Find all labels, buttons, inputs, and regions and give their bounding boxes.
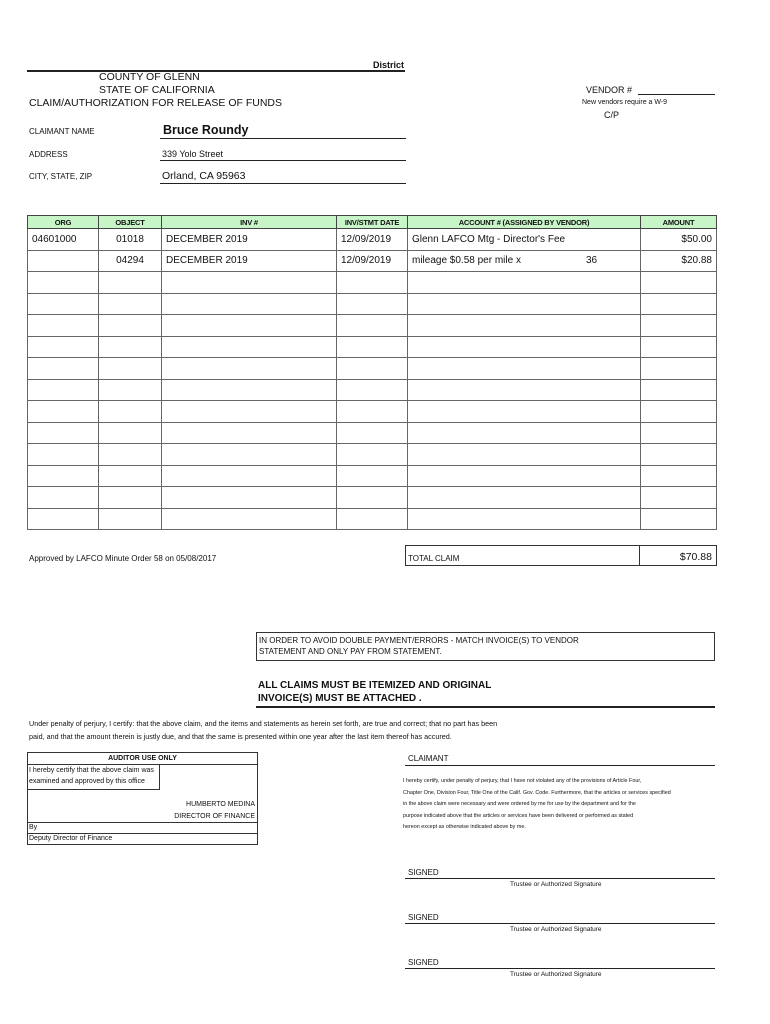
- cell-amount[interactable]: [641, 358, 717, 380]
- auditor-deputy-rule: [28, 833, 257, 834]
- cell-object[interactable]: [99, 272, 162, 294]
- claimant-cert-title: CLAIMANT: [408, 754, 449, 763]
- itemized-line-2: INVOICE(S) MUST BE ATTACHED .: [258, 693, 422, 704]
- cell-object[interactable]: [99, 358, 162, 380]
- address-label: ADDRESS: [29, 150, 68, 159]
- cell-account[interactable]: [408, 250, 641, 272]
- cell-org[interactable]: [28, 422, 99, 444]
- signature-line[interactable]: [405, 923, 715, 924]
- cell-date[interactable]: [337, 401, 408, 423]
- table-row-empty[interactable]: [28, 422, 717, 444]
- cell-amount[interactable]: [641, 401, 717, 423]
- claimant-name-label: CLAIMANT NAME: [29, 127, 95, 136]
- vendor-code: C/P: [604, 110, 620, 120]
- auditor-by[interactable]: By: [29, 824, 38, 831]
- table-row-empty[interactable]: [28, 487, 717, 509]
- notice-line-1: IN ORDER TO AVOID DOUBLE PAYMENT/ERRORS - MATCH INVOICE(S) TO VENDOR: [259, 636, 579, 645]
- cell-amount[interactable]: [641, 444, 717, 466]
- cell-inv[interactable]: [162, 465, 337, 487]
- cell-org[interactable]: [28, 315, 99, 337]
- cell-amount[interactable]: [641, 379, 717, 401]
- address-field[interactable]: [160, 160, 406, 161]
- cell-account[interactable]: [408, 358, 641, 380]
- table-row-empty[interactable]: [28, 358, 717, 380]
- cell-date[interactable]: [337, 487, 408, 509]
- cell-org[interactable]: [28, 336, 99, 358]
- signed-label: SIGNED: [408, 913, 439, 922]
- signed-label: SIGNED: [408, 868, 439, 877]
- cell-object[interactable]: [99, 379, 162, 401]
- claim-items-table: [27, 215, 717, 530]
- cell-date[interactable]: 12/09/2019: [337, 250, 408, 272]
- claimant-cert-rule: [405, 765, 715, 766]
- col-inv: INV #: [162, 216, 337, 229]
- cell-object[interactable]: 04294: [99, 250, 162, 272]
- cell-object[interactable]: [99, 465, 162, 487]
- cell-inv[interactable]: [162, 358, 337, 380]
- city-field[interactable]: [160, 183, 406, 184]
- table-row[interactable]: [28, 229, 717, 251]
- total-value: $70.88: [679, 551, 712, 563]
- auditor-deputy: Deputy Director of Finance: [29, 835, 113, 842]
- auditor-cert-2: examined and approved by this office: [29, 778, 145, 785]
- cell-inv[interactable]: DECEMBER 2019: [162, 250, 337, 272]
- col-amount: AMOUNT: [641, 216, 717, 229]
- notice-line-2: STATEMENT AND ONLY PAY FROM STATEMENT.: [259, 647, 442, 656]
- auditor-title: AUDITOR USE ONLY: [28, 753, 257, 765]
- cell-amount[interactable]: [641, 422, 717, 444]
- claimant-cert-2: Chapter One, Division Four, Title One of the Calif. Gov. Code. Furthermore, that the articles or services specified: [403, 790, 671, 796]
- account-text: mileage $0.58 per mile x: [412, 255, 521, 267]
- cell-amount[interactable]: [641, 465, 717, 487]
- cell-org[interactable]: [28, 272, 99, 294]
- cell-account[interactable]: [408, 293, 641, 315]
- cell-inv[interactable]: [162, 444, 337, 466]
- cell-account[interactable]: [408, 315, 641, 337]
- district-label: District: [373, 60, 405, 70]
- auditor-role: DIRECTOR OF FINANCE: [174, 813, 255, 820]
- total-label: TOTAL CLAIM: [408, 554, 460, 563]
- cell-account[interactable]: [408, 379, 641, 401]
- cell-org[interactable]: [28, 508, 99, 530]
- claimant-cert-5: hereon except as otherwise indicated above by me.: [403, 824, 526, 830]
- vendor-number-field[interactable]: [638, 94, 715, 95]
- signature-caption: Trustee or Authorized Signature: [510, 926, 602, 933]
- cell-account[interactable]: [408, 422, 641, 444]
- claimant-cert-3: in the above claim were necessary and were ordered by me for use by the department and for the: [403, 801, 636, 807]
- cell-amount[interactable]: [641, 293, 717, 315]
- cell-amount[interactable]: [641, 315, 717, 337]
- cell-amount[interactable]: $50.00: [641, 229, 717, 251]
- city-value: Orland, CA 95963: [162, 170, 246, 182]
- cell-object[interactable]: [99, 444, 162, 466]
- auditor-box: [27, 752, 258, 845]
- cell-account[interactable]: [408, 465, 641, 487]
- cell-amount[interactable]: [641, 508, 717, 530]
- cell-date[interactable]: [337, 358, 408, 380]
- itemized-rule: [256, 706, 715, 708]
- col-date: INV/STMT DATE: [337, 216, 408, 229]
- table-row-empty[interactable]: [28, 272, 717, 294]
- cell-account[interactable]: [408, 487, 641, 509]
- total-value-box: [639, 545, 717, 566]
- cell-object[interactable]: [99, 487, 162, 509]
- table-row-empty[interactable]: [28, 444, 717, 466]
- col-object: OBJECT: [99, 216, 162, 229]
- address-value: 339 Yolo Street: [162, 149, 224, 159]
- cell-date[interactable]: [337, 293, 408, 315]
- table-row-empty[interactable]: [28, 379, 717, 401]
- table-row-empty[interactable]: [28, 336, 717, 358]
- cell-amount[interactable]: $20.88: [641, 250, 717, 272]
- claimant-name-value: Bruce Roundy: [163, 123, 249, 137]
- cell-date[interactable]: [337, 465, 408, 487]
- table-row-empty[interactable]: [28, 315, 717, 337]
- cell-inv[interactable]: [162, 508, 337, 530]
- cell-object[interactable]: [99, 293, 162, 315]
- cell-inv[interactable]: [162, 487, 337, 509]
- table-row-empty[interactable]: [28, 508, 717, 530]
- auditor-cert-box: [28, 765, 160, 790]
- header-rule: [27, 70, 405, 72]
- table-row-empty[interactable]: [28, 401, 717, 423]
- cell-date[interactable]: [337, 508, 408, 530]
- cell-org[interactable]: [28, 465, 99, 487]
- cell-date[interactable]: [337, 272, 408, 294]
- cell-object[interactable]: [99, 315, 162, 337]
- cell-amount[interactable]: [641, 336, 717, 358]
- claimant-name-field[interactable]: [160, 138, 406, 139]
- cell-object[interactable]: [99, 508, 162, 530]
- city-label: CITY, STATE, ZIP: [29, 172, 93, 181]
- cell-date[interactable]: [337, 422, 408, 444]
- cell-inv[interactable]: [162, 272, 337, 294]
- cell-org[interactable]: [28, 379, 99, 401]
- cell-inv[interactable]: [162, 422, 337, 444]
- signed-label: SIGNED: [408, 958, 439, 967]
- signature-caption: Trustee or Authorized Signature: [510, 971, 602, 978]
- cell-account[interactable]: [408, 336, 641, 358]
- table-row[interactable]: [28, 250, 717, 272]
- cell-account[interactable]: [408, 508, 641, 530]
- total-label-box: [405, 545, 640, 566]
- cell-org[interactable]: [28, 487, 99, 509]
- cell-date[interactable]: [337, 444, 408, 466]
- cell-org[interactable]: [28, 444, 99, 466]
- col-account: ACCOUNT # (ASSIGNED BY VENDOR): [408, 216, 641, 229]
- cell-org[interactable]: [28, 358, 99, 380]
- cell-org[interactable]: [28, 293, 99, 315]
- auditor-by-rule: [28, 822, 257, 823]
- cell-inv[interactable]: [162, 336, 337, 358]
- col-org: ORG: [28, 216, 99, 229]
- signature-caption: Trustee or Authorized Signature: [510, 881, 602, 888]
- cell-inv[interactable]: DECEMBER 2019: [162, 229, 337, 251]
- vendor-label: VENDOR #: [586, 85, 633, 95]
- cell-amount[interactable]: [641, 487, 717, 509]
- cell-account[interactable]: [408, 401, 641, 423]
- perjury-line-1: Under penalty of perjury, I certify: that the above claim, and the items and statements as herein set forth, are true and correct; that no part has been: [29, 719, 498, 728]
- cell-inv[interactable]: [162, 379, 337, 401]
- cell-account[interactable]: [408, 444, 641, 466]
- cell-date[interactable]: [337, 336, 408, 358]
- cell-org[interactable]: [28, 250, 99, 272]
- cell-account[interactable]: [408, 229, 641, 251]
- cell-date[interactable]: [337, 379, 408, 401]
- cell-inv[interactable]: [162, 293, 337, 315]
- table-row-empty[interactable]: [28, 293, 717, 315]
- cell-inv[interactable]: [162, 315, 337, 337]
- cell-org[interactable]: [28, 401, 99, 423]
- cell-object[interactable]: [99, 422, 162, 444]
- cell-account[interactable]: [408, 272, 641, 294]
- vendor-note: New vendors require a W-9: [582, 99, 668, 106]
- account-text: Glenn LAFCO Mtg - Director's Fee: [412, 233, 566, 245]
- cell-date[interactable]: [337, 315, 408, 337]
- claimant-cert-1: I hereby certify, under penalty of perjury, that I have not violated any of the provisions of Article Four,: [403, 778, 642, 784]
- auditor-name: HUMBERTO MEDINA: [186, 801, 255, 808]
- itemized-line-1: ALL CLAIMS MUST BE ITEMIZED AND ORIGINAL: [258, 680, 492, 691]
- cell-amount[interactable]: [641, 272, 717, 294]
- form-title: CLAIM/AUTHORIZATION FOR RELEASE OF FUNDS: [29, 97, 282, 109]
- cell-object[interactable]: [99, 401, 162, 423]
- notice-box: [256, 632, 715, 661]
- cell-date[interactable]: 12/09/2019: [337, 229, 408, 251]
- signature-line[interactable]: [405, 968, 715, 969]
- table-header-row: [28, 216, 717, 229]
- cell-inv[interactable]: [162, 401, 337, 423]
- signature-line[interactable]: [405, 878, 715, 879]
- state-name: STATE OF CALIFORNIA: [99, 84, 215, 96]
- cell-object[interactable]: [99, 336, 162, 358]
- cell-object[interactable]: 01018: [99, 229, 162, 251]
- claimant-cert-4: purpose indicated above that the articles or services have been delivered or performed as stated: [403, 813, 634, 819]
- qty-text: 36: [586, 255, 598, 267]
- auditor-cert-1: I hereby certify that the above claim was: [29, 767, 154, 774]
- table-row-empty[interactable]: [28, 465, 717, 487]
- approval-note: Approved by LAFCO Minute Order 58 on 05/08/2017: [29, 554, 217, 563]
- county-name: COUNTY OF GLENN: [99, 71, 200, 83]
- cell-org[interactable]: 04601000: [28, 229, 99, 251]
- perjury-line-2: paid, and that the amount therein is justly due, and that the same is presented within one year after the last item thereof has accured.: [29, 732, 452, 741]
